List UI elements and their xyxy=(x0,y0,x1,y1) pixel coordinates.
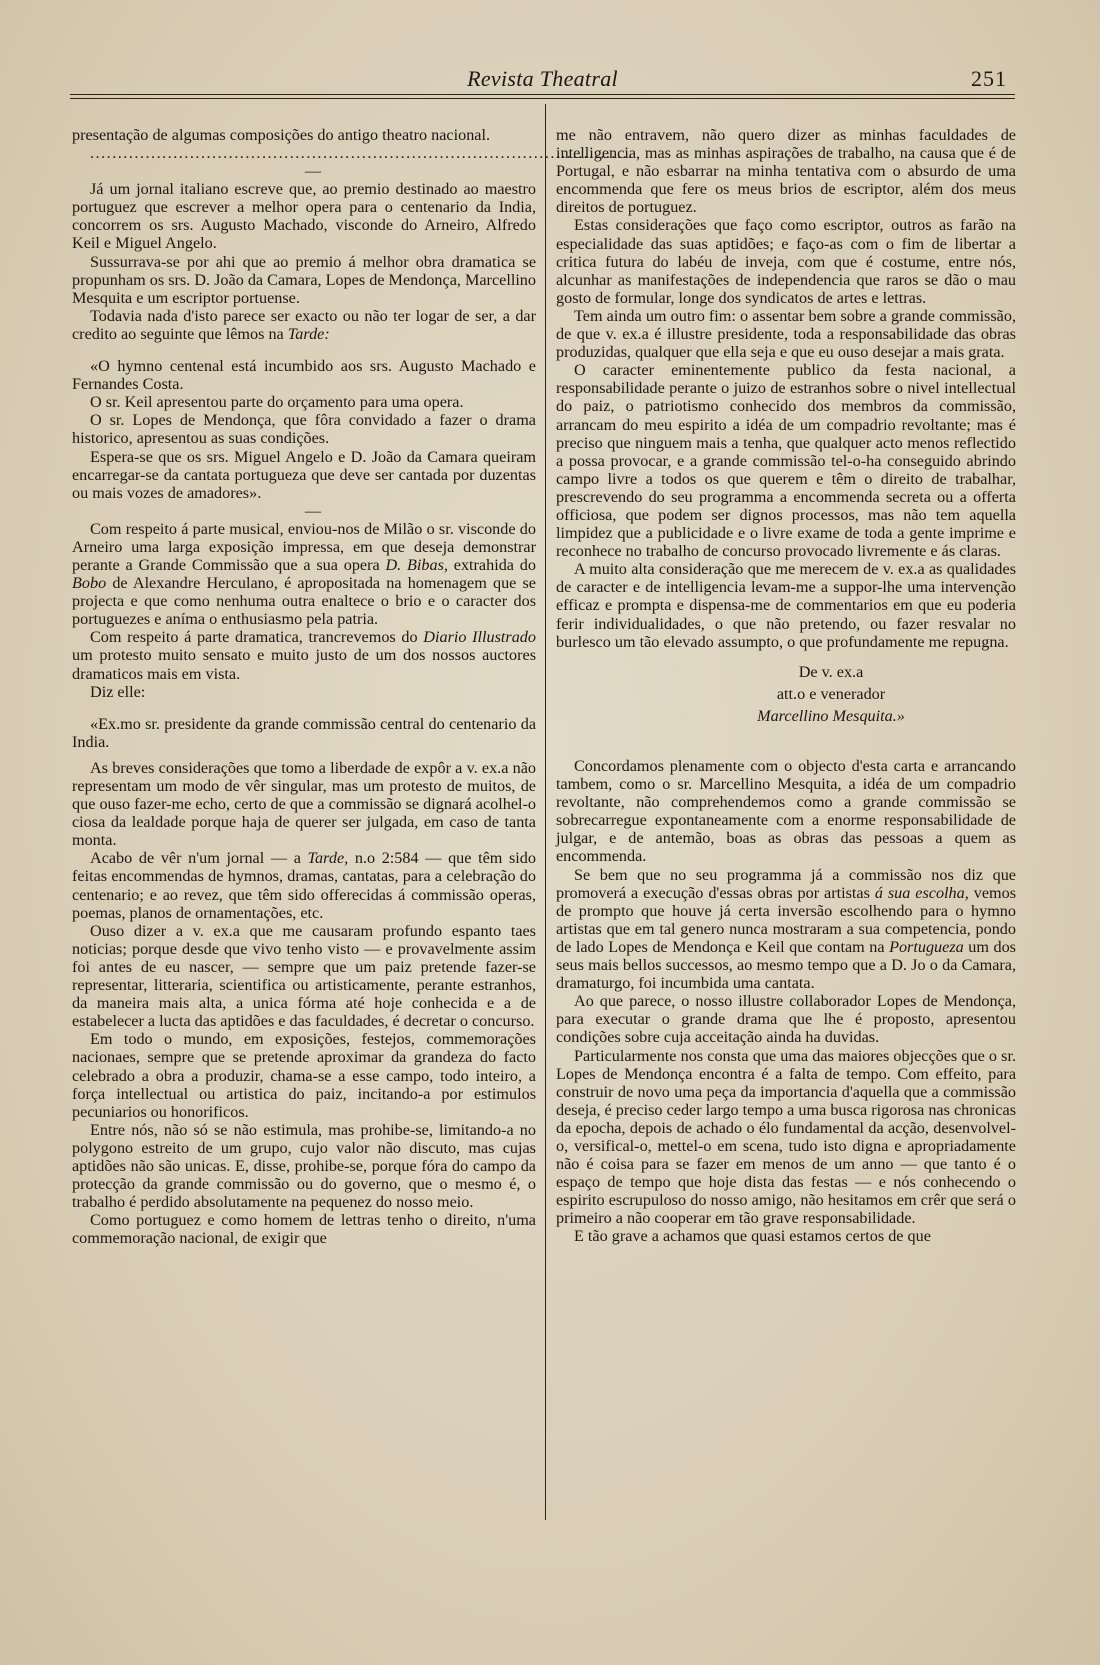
right-column xyxy=(556,126,1016,1626)
running-title: Revista Theatral xyxy=(467,66,618,91)
section-dash: — xyxy=(304,501,322,520)
paragraph: Sussurrava-se por ahi que ao premio á melhor obra dramatica se propunham os srs. D. João da Camara, Lopes de Mendonça, Marcellino Mesquita e um escriptor portuense. xyxy=(72,252,536,307)
text: Se bem que no seu programma já a commissão nos diz que promoverá a execução d'essas obras por artistas xyxy=(556,865,1016,902)
paragraph: Como portuguez e como homem de lettras tenho o direito, n'uma commemoração nacional, de exigir que xyxy=(72,1211,536,1248)
paragraph: Entre nós, não só se não estimula, mas prohibe-se, limitando-a no polygono estreito de um grupo, cujo valor não discuto, mas cujas aptidões não são unicas. E, disse, prohibe-se, porque fóra do campo da protecção da grande commissão ou do governo, que o mesmo é, o trabalho é perdido absolutamente na pequenez do nosso meio. xyxy=(72,1120,536,1212)
paragraph: Tem ainda um outro fim: o assentar bem sobre a grande commissão, de que v. ex.a é illustre presidente, toda a responsabilidade das obras produzidas, qualquer que ella seja e que eu ouso desejar a mais grata. xyxy=(556,306,1016,362)
opera-title: D. Bibas, xyxy=(385,555,448,574)
text: Com respeito á parte dramatica, trancrevemos do xyxy=(90,628,424,647)
paragraph: As breves considerações que tomo a liberdade de expôr a v. ex.a não representam um modo de vêr singular, mas um protesto de muitos, de que ouso fazer-me echo, certo de que a commissão se dignará acolhel-o ciosa da lealdade porque haja de querer ser julgada, em caso de tanta monta. xyxy=(72,758,536,850)
quote-paragraph: O sr. Keil apresentou parte do orçamento para uma opera. xyxy=(90,393,464,412)
paragraph: Concordamos plenamente com o objecto d'esta carta e arrancando tambem, como o sr. Marcellino Mesquita, a idéa de um compadrio revoltante, não comprehendemos como a grande commissão se sobrecarregue expontaneamente com a enorme responsabilidade de julgar, e de antemão, boas as obras das pessoas a quem as encommenda. xyxy=(556,757,1016,866)
left-column xyxy=(72,126,634,1626)
text: de Alexandre Herculano, é apropositada na homenagem que se projecta e que como nenhuma outra enaltece o brio e o caracter dos portuguezes e aníma o enthusiasmo pela patria. xyxy=(72,574,536,629)
paragraph: Ouso dizer a v. ex.a que me causaram profundo espanto taes noticias; porque desde que vivo tenho visto — e provavelmente assim foi antes de eu nascer, — sempre que um paiz pretende fazer-se representar, litteraria, scientifica ou artisticamente, perante estranhos, da maneira mais alta, a unica fórma até hoje conhecida e a de estabelecer a lucta das aptidões e das faculdades, é decretar o concurso. xyxy=(72,921,536,1031)
paragraph: Diz elle: xyxy=(90,682,146,701)
newspaper-title: Diario Illustrado xyxy=(423,628,536,647)
book-title: Bobo xyxy=(72,574,107,593)
section-dash: — xyxy=(304,162,322,181)
quote-paragraph: O sr. Lopes de Mendonça, que fôra convidado a fazer o drama historico, apresentou as suas condições. xyxy=(72,411,536,448)
paragraph xyxy=(72,307,536,343)
paragraph: O caracter eminentemente publico da festa nacional, a responsabilidade perante o juizo de estranhos sobre o nivel intellectual do paiz, o patriotismo conhecido dos membros da commissão, arrancam do meu espirito a idéa de um compadrio revoltante; mas é preciso que ninguem mais a tenha, que qualquer acto menos reflectido a possa provocar, e a grande commissão tel-o-ha conseguido abrindo campo livre a todos os que querem e têm o direito de trabalhar, prescrevendo do seu programma a encommenda secreta ou a offerta officiosa, que podem ser dignos processos, mas não tem aquella limpidez que a publicidade e o livre exame de toda a gente imprime e reconhece no trabalho de concurso provocado livremente e ás claras. xyxy=(556,361,1016,561)
paragraph xyxy=(72,849,536,921)
text: Com respeito á parte musical, enviou-nos de Milão o sr. visconde do Arneiro uma larga exposição impressa, em que deseja demonstrar perante a Grande Commissão que a sua opera xyxy=(72,519,536,574)
emphasis: á sua escolha, xyxy=(874,883,969,902)
newspaper-title: Tarde, xyxy=(307,849,349,868)
work-title: Portugueza xyxy=(889,937,964,956)
text: vemos de prompto que houve já certa inversão escolhendo para o hymno artistas que em tal genero nunca mostraram a sua competencia, pondo de lado Lopes de Mendonça e Keil que contam na xyxy=(556,883,1016,956)
column-divider xyxy=(545,104,546,1520)
newspaper-title: Tarde: xyxy=(287,324,330,343)
text: Acabo de vêr n'um jornal — a xyxy=(90,849,308,868)
paragraph: E tão grave a achamos que quasi estamos certos de que xyxy=(574,1227,931,1246)
paragraph xyxy=(556,866,1016,993)
text: n.o 2:584 — que têm sido feitas encommendas de hymnos, dramas, cantatas, para a celebração do centenario; e ao revez, que têm sido offerecidas á commissão operas, poemas, planos de ornamentações, etc. xyxy=(72,849,536,922)
header-rule xyxy=(70,94,1015,95)
paragraph xyxy=(72,520,536,629)
paragraph: me não entravem, não quero dizer as minhas faculdades de intelligencia, mas as minhas aspirações de trabalho, na causa que é de Portugal, e não esbarrar na minha tentativa com o absurdo de uma encommenda que fere os meus brios de escriptor, além dos meus direitos de portuguez. xyxy=(556,126,1016,217)
paragraph: A muito alta consideração que me merecem de v. ex.a as qualidades de caracter e de intelligencia levam-me a suppor-lhe uma intervenção efficaz e prompta e dispensa-me de commentarios em que eu poderia ferir individualidades, o que não pretendo, ou fazer resvalar no burlesco um tão elevado assumpto, o que profundamente me repugna. xyxy=(556,560,1016,651)
paragraph: Estas considerações que faço como escriptor, outros as farão na especialidade das suas aptidões; e faço-as com o fim de libertar a critica futura do labéu de inveja, com que é costume, entre nós, alcunhar as manifestações de independencia que raros se dão o mau gosto de formular, longe dos syndicatos de artes e lettras. xyxy=(556,216,1016,307)
letter-closing: De v. ex.a xyxy=(798,662,864,681)
paragraph: Ao que parece, o nosso illustre collaborador Lopes de Mendonça, para executar o grande drama que lhe é proposto, apresentou condições sobre cuja acceitação ainda ha duvidas. xyxy=(556,992,1016,1047)
ellipsis-separator: .................................................................................................. xyxy=(90,144,634,163)
letter-signature: Marcellino Mesquita.» xyxy=(757,706,905,725)
header-rule-thin xyxy=(70,98,1015,99)
quote-paragraph: «O hymno centenal está incumbido aos srs. Augusto Machado e Fernandes Costa. xyxy=(72,357,536,394)
paragraph: Particularmente nos consta que uma das maiores objecções que o sr. Lopes de Mendonça encontra é a falta de tempo. Com effeito, para construir de novo uma peça da importancia d'aquella que a commissão deseja, é preciso ceder largo tempo a uma busca rigorosa nas chronicas da epocha, depois de achado o élo fundamental da acção, desenvolvel-o, versifical-o, mettel-o em scena, tudo isto digna e apropriadamente não é coisa para se fazer em menos de um anno — que tanto é o espaço de tempo que hoje dista das festas — e nós conhecendo o espirito escrupuloso do nosso amigo, não hesitamos em crêr que será o primeiro a não cooperar em tão grave responsabilidade. xyxy=(556,1046,1016,1228)
page-header xyxy=(70,66,1015,96)
paragraph: presentação de algumas composições do antigo theatro nacional. xyxy=(72,126,491,144)
page-number: 251 xyxy=(971,66,1007,91)
text: um dos seus mais bellos successos, ao mesmo tempo que a D. Jo o da Camara, dramaturgo, foi incumbida uma cantata. xyxy=(556,937,1016,993)
paragraph xyxy=(72,628,536,682)
text: extrahida do xyxy=(447,555,536,574)
paragraph: Já um jornal italiano escreve que, ao premio destinado ao maestro portuguez que escrever a melhor opera para o centenario da India, concorrem os srs. Augusto Machado, visconde do Arneiro, Alfredo Keil e Miguel Angelo. xyxy=(72,180,536,253)
letter-salutation: «Ex.mo sr. presidente da grande commissão central do centenario da India. xyxy=(72,714,536,751)
text: um protesto muito sensato e muito justo de um dos nossos auctores dramaticos mais em vista. xyxy=(72,646,536,683)
letter-closing: att.o e venerador xyxy=(776,684,886,703)
text: Todavia nada d'isto parece ser exacto ou não ter logar de ser, a dar credito ao seguinte que lêmos na xyxy=(72,306,536,343)
quote-paragraph: Espera-se que os srs. Miguel Angelo e D. João da Camara queiram encarregar-se da cantata portugueza que deve ser cantada por duzentas ou mais vozes de amadores». xyxy=(72,447,536,502)
paragraph: Em todo o mundo, em exposições, festejos, commemorações nacionaes, sempre que se pretende aproximar da grandeza do facto celebrado a obra a produzir, chama-se a esse campo, todo inteiro, a força intellectual ou artistica do paiz, incitando-a por estimulos pecuniarios ou honorificos. xyxy=(72,1030,536,1121)
